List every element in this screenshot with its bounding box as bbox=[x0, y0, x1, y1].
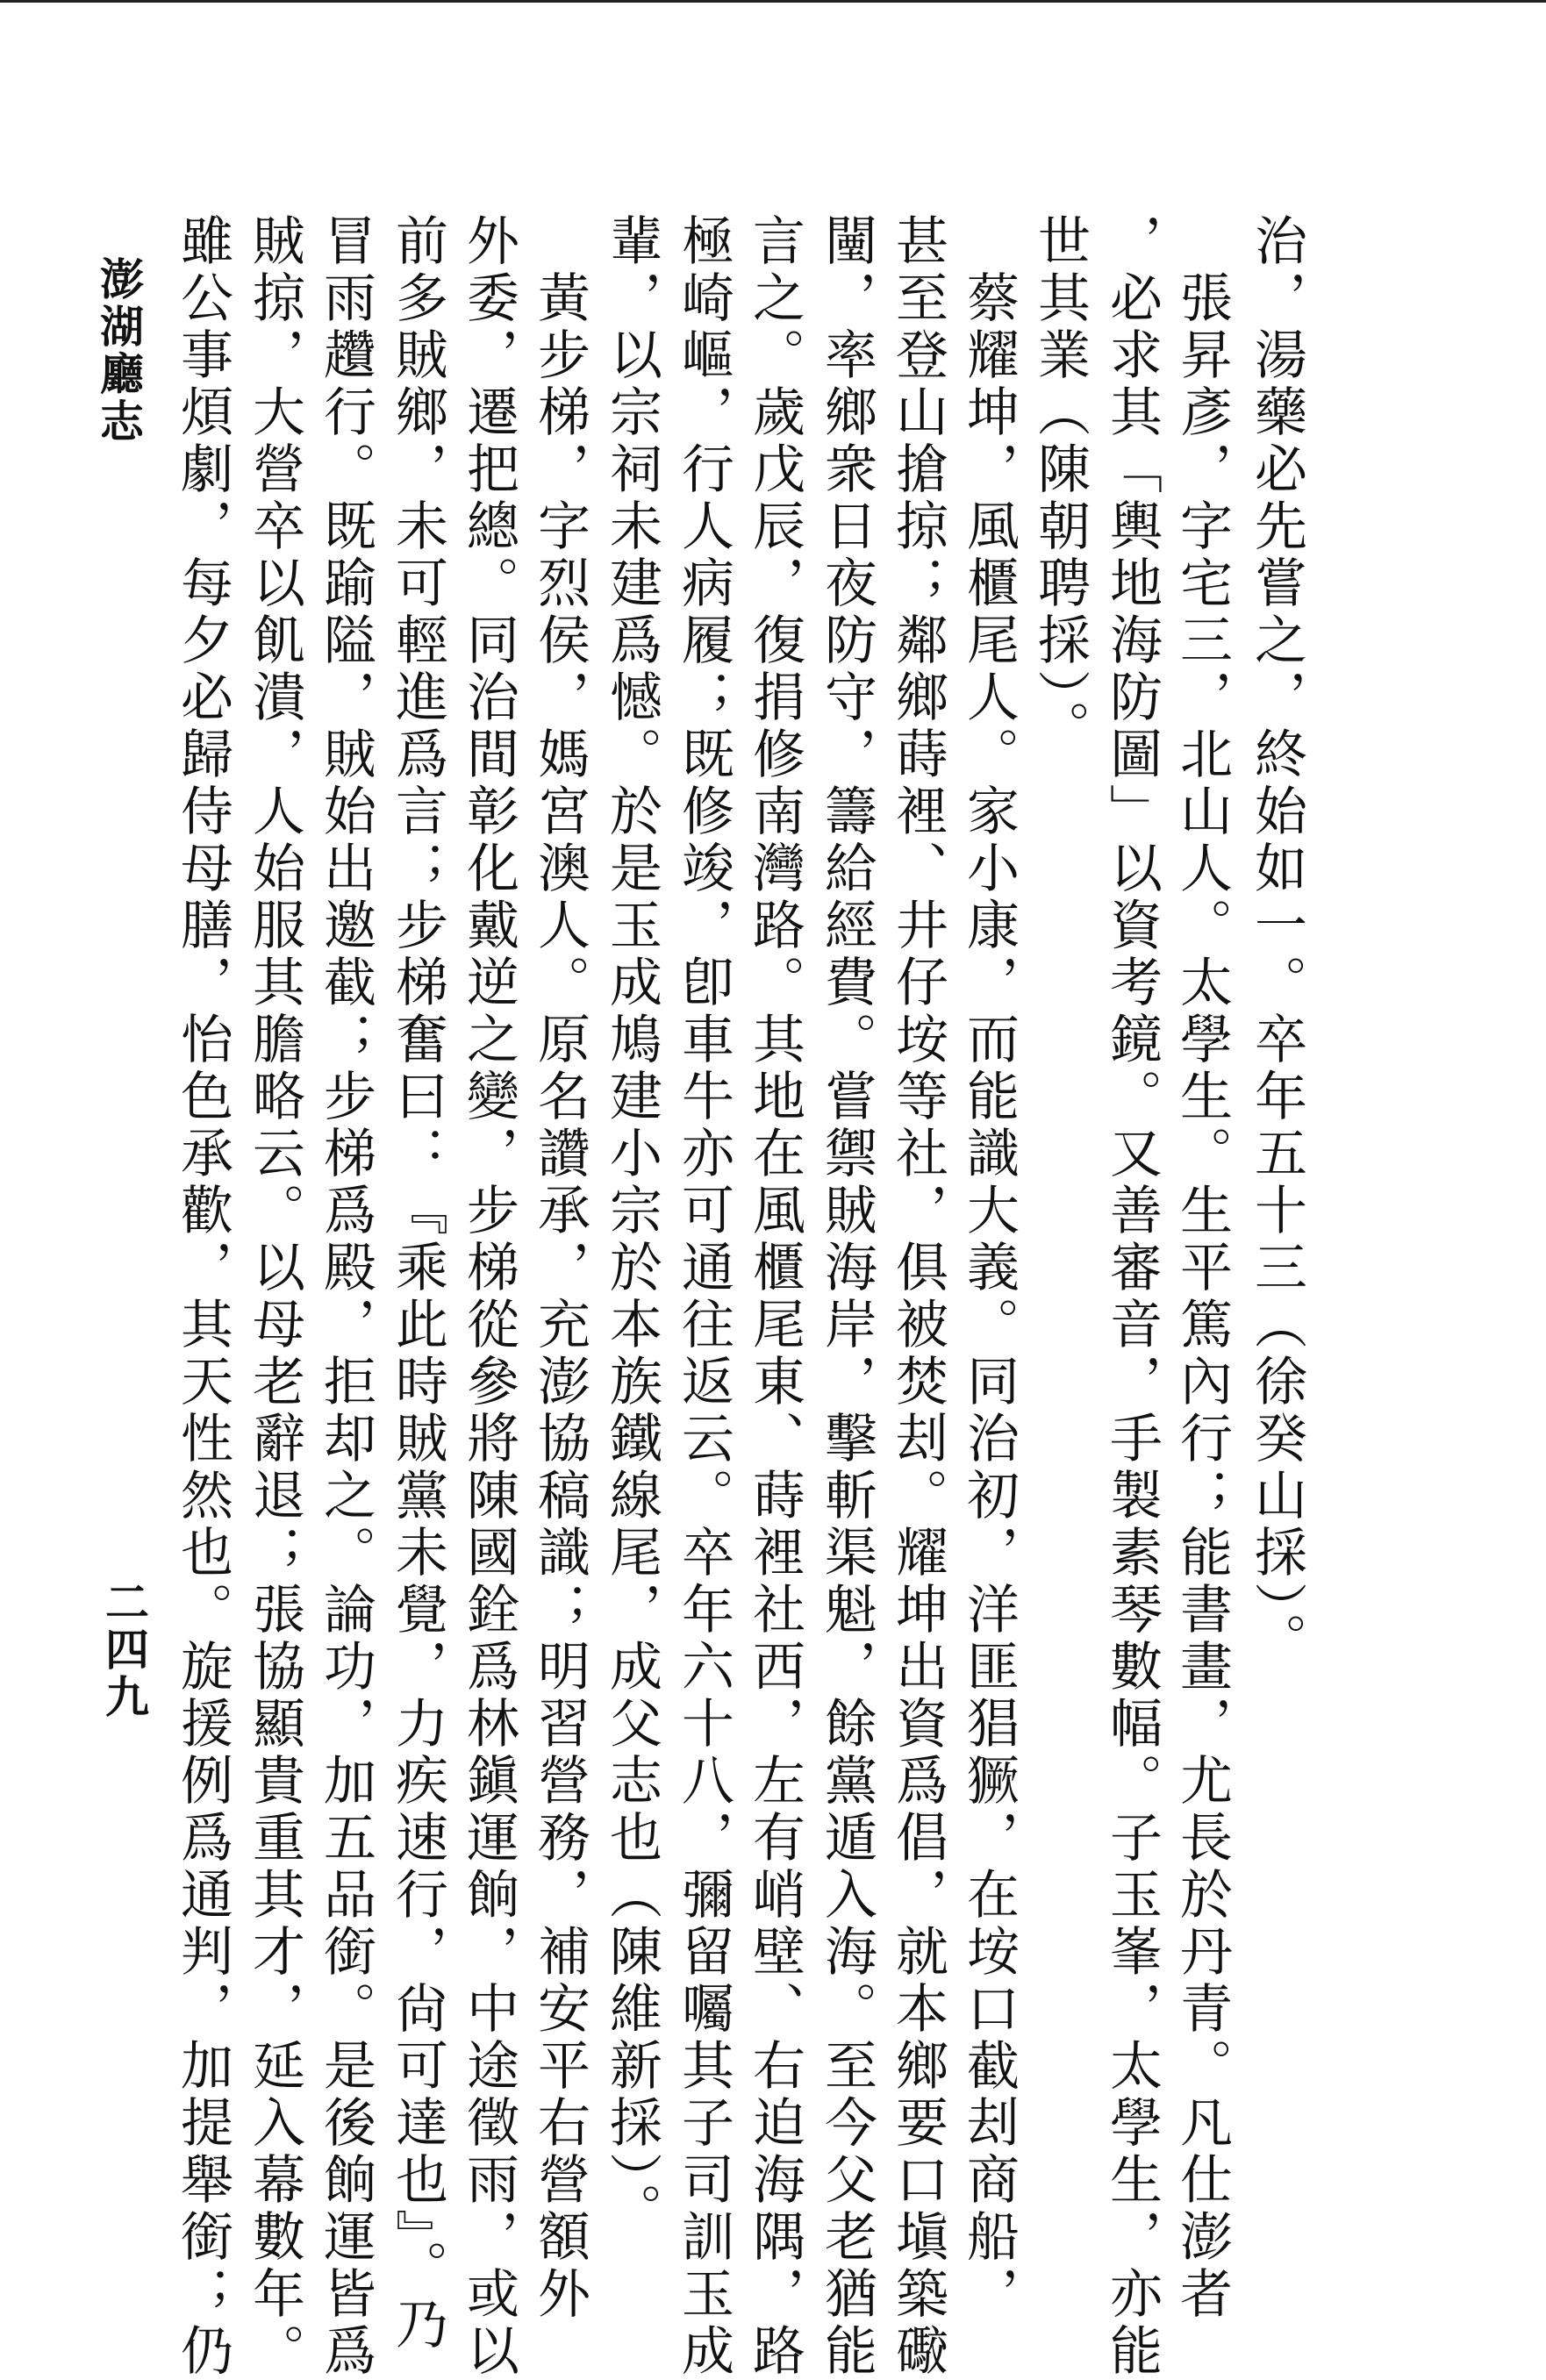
text-column-12: 外委，遷把總。同治間彰化戴逆之變，步梯從參將陳國銓爲林鎭運餉，中途徵雨，或以 bbox=[458, 213, 519, 2380]
text-column-11: 黃步梯，字烈侯，媽宮澳人。原名讚承，充澎協稿識；明習營務，補安平右營額外 bbox=[529, 270, 590, 2323]
text-column-6: 甚至登山搶掠；鄰鄉蒔裡、井仔垵等社，俱被焚刦。耀坤出資爲倡，就本鄉要口塡築礮 bbox=[887, 213, 948, 2380]
text-column-9: 極崎嶇，行人病履；既修竣，卽車牛亦可通往返云。卒年六十八，彌留囑其子司訓玉成 bbox=[673, 213, 734, 2380]
book-title: 澎湖廳志 bbox=[93, 256, 145, 446]
text-column-3: ，必求其「輿地海防圖」以資考鏡。又善審音，手製素琴數幅。子玉峯，太學生，亦能 bbox=[1101, 213, 1163, 2380]
text-column-5: 蔡耀坤，風櫃尾人。家小康，而能識大義。同治初，洋匪猖獗，在垵口截刦商船， bbox=[958, 270, 1020, 2323]
top-border-rule bbox=[0, 0, 1546, 3]
text-column-14: 冒雨趲行。既踰隘，賊始出邀截；步梯爲殿，拒却之。論功，加五品銜。是後餉運皆爲 bbox=[315, 213, 376, 2380]
text-column-4: 世其業（陳朝聘採）。 bbox=[1029, 213, 1091, 757]
text-column-8: 言之。歲戊辰，復捐修南灣路。其地在風櫃尾東、蒔裡社西，左有峭壁、右迫海隅，路 bbox=[744, 213, 805, 2380]
text-column-1: 治，湯藥必先嘗之，終始如一。卒年五十三（徐癸山採）。 bbox=[1246, 213, 1307, 1669]
text-column-16: 雖公事煩劇，每夕必歸侍母膳，怡色承歡，其天性然也。旋援例爲通判，加提舉銜；仍 bbox=[172, 213, 233, 2380]
text-column-13: 前多賊鄉，未可輕進爲言；步梯奮曰：『乘此時賊黨未覺，力疾速行，尙可達也』。乃 bbox=[387, 213, 448, 2354]
text-column-2: 張昇彥，字宅三，北山人。太學生。生平篤內行；能書畫，尤長於丹青。凡仕澎者 bbox=[1171, 270, 1233, 2323]
page-number: 二四九 bbox=[98, 1579, 150, 1721]
text-column-10: 輩，以宗祠未建爲憾。於是玉成鳩建小宗於本族鐵線尾，成父志也（陳維新採）。 bbox=[601, 213, 662, 2240]
text-column-15: 賊掠，大營卒以飢潰，人始服其膽略云。以母老辭退；張協顯貴重其才，延入幕數年。 bbox=[244, 213, 305, 2380]
text-column-7: 闉，率鄉衆日夜防守，籌給經費。嘗禦賊海岸，擊斬渠魁，餘黨遁入海。至今父老猶能 bbox=[816, 213, 877, 2380]
